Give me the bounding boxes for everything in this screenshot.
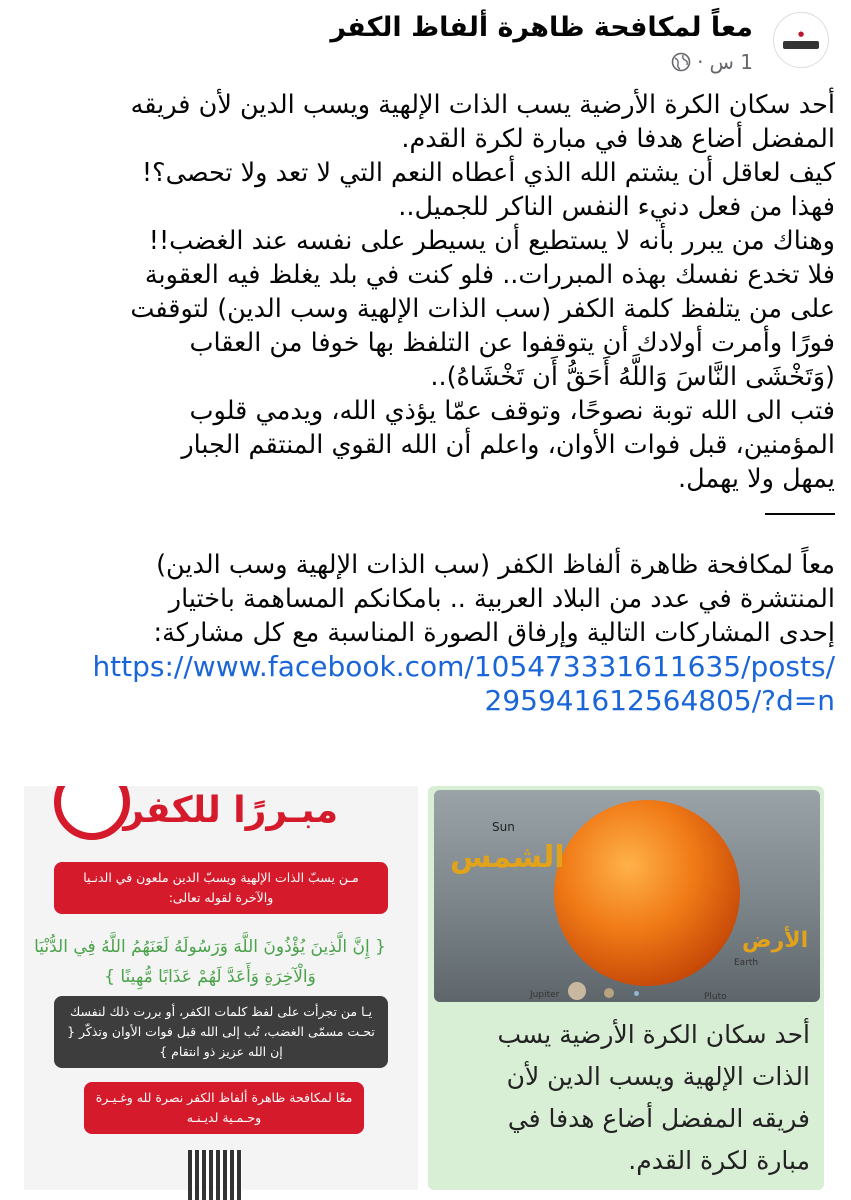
sun-icon: [554, 800, 740, 986]
avatar-logo-icon: ●: [797, 29, 805, 38]
globe-icon[interactable]: [671, 52, 691, 72]
page-name[interactable]: معاً لمكافحة ظاهرة ألفاظ الكفر: [330, 12, 753, 43]
sun-label-en: Sun: [492, 820, 515, 834]
post-line: على من يتلفظ كلمة الكفر (سب الذات الإلهية وسب الدين) لتوقفت: [130, 294, 835, 324]
post-link[interactable]: https://www.facebook.com/105473331611635/posts/: [92, 650, 835, 683]
caption-line: الذات الإلهية ويسب الدين لأن: [506, 1062, 810, 1091]
reminder-box: يـا من تجرأت على لفظ كلمات الكفر، أو بررت ذلك لنفسك تحـت مسمّى الغضب، تُب إلى الله قبل فوات الأوان وتذكّر { إن الله عزيز ذو انتقام }: [54, 996, 388, 1068]
separator-line: [13, 496, 835, 530]
post-line: أحد سكان الكرة الأرضية يسب الذات الإلهية ويسب الدين لأن فريقه: [130, 90, 835, 120]
post-line: كيف لعاقل أن يشتم الله الذي أعطاه النعم التي لا تعد ولا تحصى؟!: [141, 158, 835, 188]
earth-label-ar: الأرض: [742, 928, 809, 953]
campaign-box: معًا لمكافحة ظاهرة ألفاظ الكفر نصرة لله وغـيـرة وحـمـية لديـنـه: [84, 1082, 364, 1134]
image-title: مبـررًا للكفر: [123, 790, 338, 831]
post-line: يمهل ولا يهمل.: [678, 464, 835, 494]
earth-icon: [634, 991, 639, 996]
post-line: فلا تخدع نفسك بهذه المبررات.. فلو كنت في بلد يغلظ فيه العقوبة: [144, 260, 835, 290]
footer-line: إحدى المشاركات التالية وإرفاق الصورة المناسبة مع كل مشاركة:: [153, 618, 835, 648]
planet-icon: [604, 988, 614, 998]
footer-line: المنتشرة في عدد من البلاد العربية .. بامكانكم المساهمة باختيار: [168, 584, 835, 614]
qr-code-icon: [188, 1150, 242, 1200]
caption-line: مبارة لكرة القدم.: [628, 1146, 810, 1175]
post-line: المفضل أضاع هدفا في مبارة لكرة القدم.: [401, 124, 835, 154]
post-line: فهذا من فعل دنيء النفس الناكر للجميل..: [398, 192, 835, 222]
post-link[interactable]: 295941612564805/?d=n: [484, 684, 835, 717]
caption-line: أحد سكان الكرة الأرضية يسب: [497, 1020, 810, 1049]
jupiter-icon: [568, 982, 586, 1000]
post-meta: [671, 50, 753, 74]
campaign-logo-icon: [54, 786, 130, 840]
attached-image-right[interactable]: [428, 786, 824, 1190]
post-line: (وَتَخْشَى النَّاسَ وَاللَّهُ أَحَقُّ أَن تَخْشَاهُ)..: [430, 362, 835, 392]
post-line: وهناك من يبرر بأنه لا يستطيع أن يسيطر على نفسه عند الغضب!!: [148, 226, 835, 256]
warning-box: مـن يسبّ الذات الإلهية ويسبّ الدين ملعون في الدنـيا والآخرة لقوله تعالى:: [54, 862, 388, 914]
meta-separator: ·: [697, 50, 704, 74]
sun-earth-photo: [434, 790, 820, 1002]
post-line: فتب الى الله توبة نصوحًا، وتوقف عمّا يؤذي الله، ويدمي قلوب: [189, 396, 835, 426]
page-avatar[interactable]: [773, 12, 829, 68]
image-caption: [440, 1014, 810, 1182]
jupiter-label: Jupiter: [530, 990, 560, 1000]
earth-label-en: Earth: [734, 958, 759, 968]
post-line: فورًا وأمرت أولادك أن يتوقفوا عن التلفظ بها خوفا من العقاب: [189, 328, 835, 358]
quran-verse: { إِنَّ الَّذِينَ يُؤْذُونَ اللَّهَ وَرَسُولَهُ لَعَنَهُمُ اللَّهُ فِي الدُّنْيَا وَالْآخِرَةِ وَأَعَدَّ لَهُمْ عَذَابًا مُّهِينًا }: [34, 937, 386, 987]
sun-label-ar: الشمس: [450, 840, 565, 875]
footer-line: معاً لمكافحة ظاهرة ألفاظ الكفر (سب الذات الإلهية وسب الدين): [156, 550, 835, 580]
pluto-label: Pluto: [704, 992, 727, 1002]
post-line: المؤمنين، قبل فوات الأوان، واعلم أن الله القوي المنتقم الجبار: [181, 430, 835, 460]
caption-line: فريقه المفضل أضاع هدفا في: [507, 1104, 810, 1133]
avatar-logo-bar: [783, 41, 819, 49]
post-timestamp[interactable]: 1 س: [709, 50, 753, 74]
post-body: [13, 88, 835, 718]
